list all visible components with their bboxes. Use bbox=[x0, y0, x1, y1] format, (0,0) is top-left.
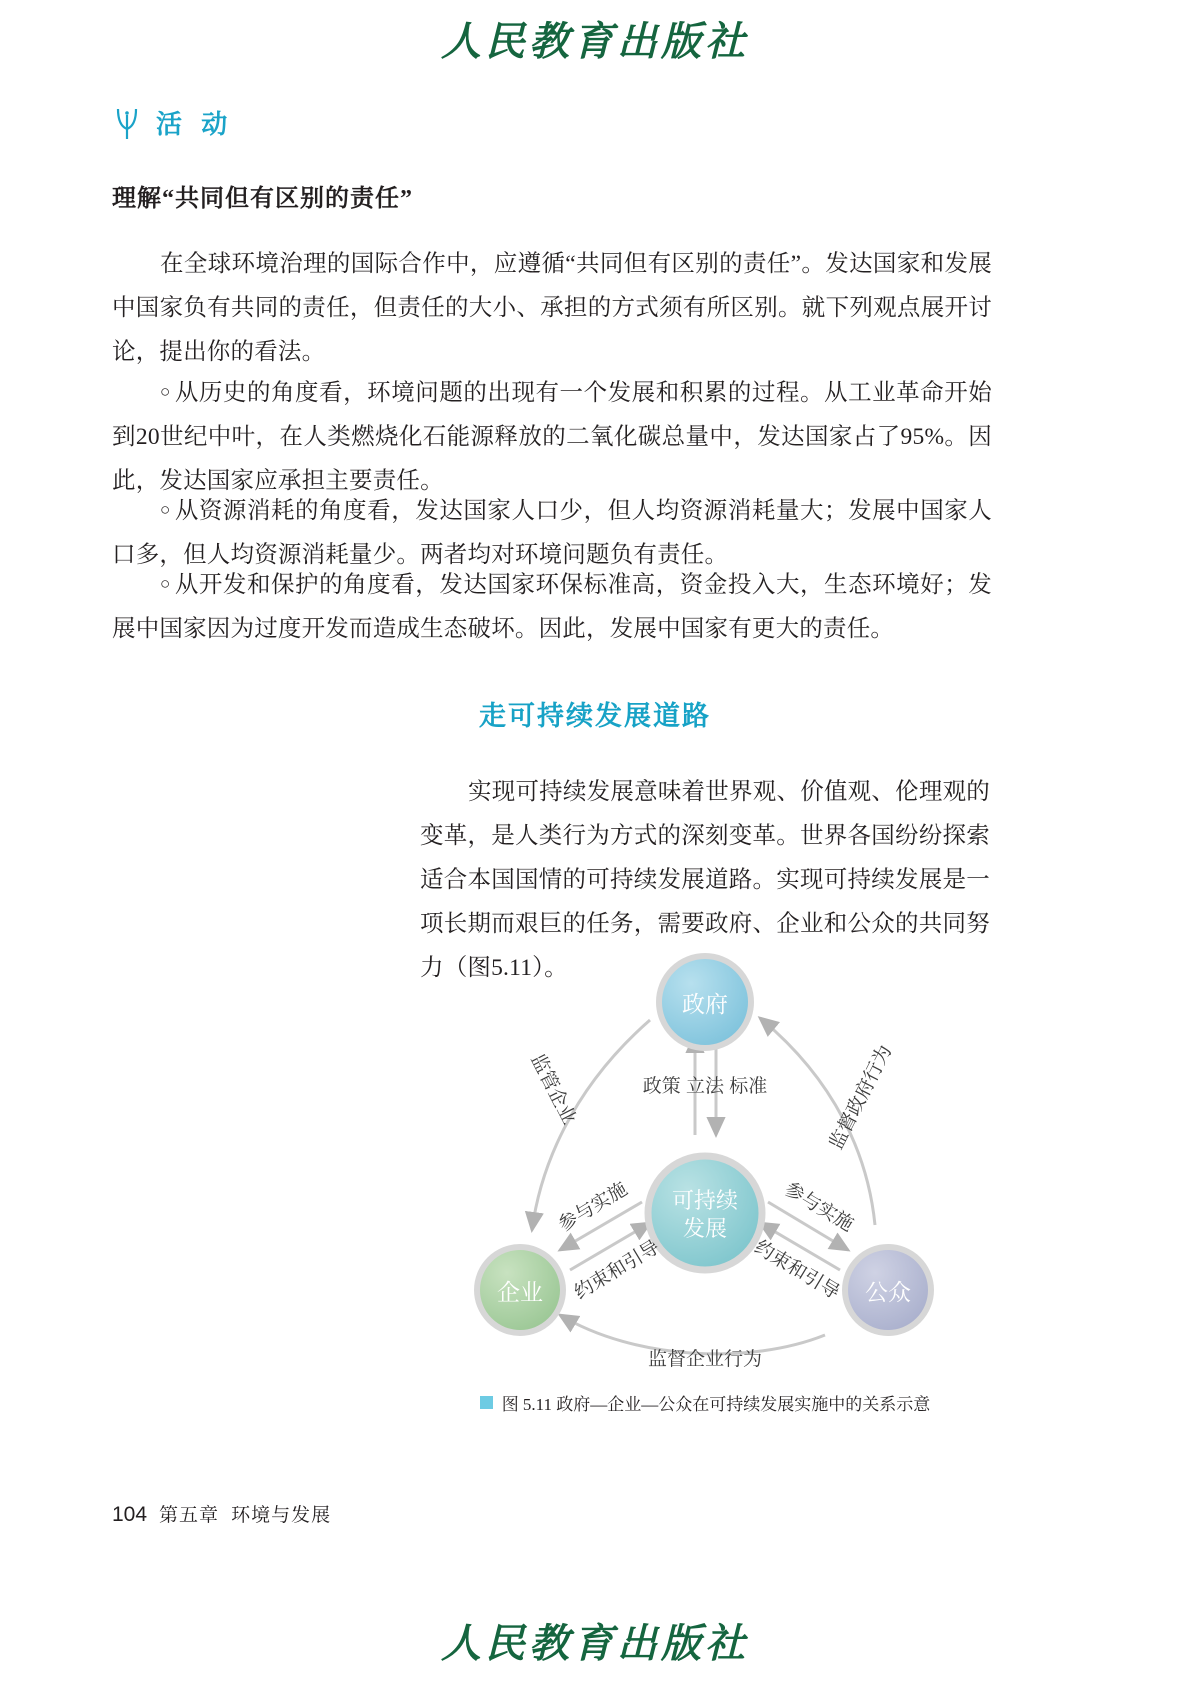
figure-node-center-line2: 发展 bbox=[682, 1216, 728, 1241]
figure-label-supervise-enterprise-behavior: 监督企业行为 bbox=[647, 1349, 763, 1370]
section-heading: 走可持续发展道路 bbox=[479, 701, 711, 731]
figure-node-center-line1: 可持续 bbox=[671, 1188, 739, 1213]
figure-label-supervise-enterprise: 监管企业 bbox=[526, 1050, 580, 1129]
bullet-text: 从开发和保护的角度看，发达国家环保标准高，资金投入大，生态环境好；发展中国家因为过度开发而造成生态破坏。因此，发展中国家有更大的责任。 bbox=[112, 572, 993, 642]
figure-5-11 bbox=[420, 940, 990, 1380]
figure-label-constrain-right: 约束和引导 bbox=[750, 1236, 843, 1304]
activity-subtitle: 理解“共同但有区别的责任” bbox=[112, 186, 413, 212]
chapter-title: 环境与发展 bbox=[231, 1505, 332, 1526]
figure-node-government: 政府 bbox=[682, 991, 728, 1017]
bullet-marker: ○ bbox=[160, 500, 171, 519]
figure-caption bbox=[420, 1390, 990, 1415]
figure-label-participate-right: 参与实施 bbox=[780, 1178, 857, 1236]
activity-bullet-1 bbox=[112, 370, 992, 503]
activity-label: 活 动 bbox=[156, 109, 234, 139]
activity-bullet-3 bbox=[112, 562, 992, 651]
publisher-logo-top: 人民教育出版社 bbox=[441, 19, 749, 64]
bullet-marker: ○ bbox=[160, 574, 171, 593]
bullet-text: 从资源消耗的角度看，发达国家人口少，但人均资源消耗量大；发展中国家人口多，但人均资源消耗量少。两者均对环境问题负有责任。 bbox=[112, 498, 993, 568]
activity-header bbox=[112, 104, 233, 141]
publisher-logo-bottom: 人民教育出版社 bbox=[441, 1621, 749, 1666]
page-footer bbox=[112, 1500, 331, 1527]
caption-square-icon bbox=[480, 1396, 493, 1409]
figure-label-participate-left: 参与实施 bbox=[555, 1178, 632, 1236]
page-number: 104 bbox=[112, 1503, 148, 1526]
section-body: 实现可持续发展意味着世界观、价值观、伦理观的变革，是人类行为方式的深刻变革。世界各国纷纷探索适合本国国情的可持续发展道路。实现可持续发展是一项长期而艰巨的任务，需要政府、企业和公众的共同努力（图5.11）。 bbox=[420, 779, 990, 981]
figure-node-enterprise: 企业 bbox=[497, 1279, 543, 1305]
figure-label-constrain-left: 约束和引导 bbox=[571, 1236, 664, 1304]
figure-label-policy: 政策 立法 标准 bbox=[642, 1076, 768, 1097]
figure-label-supervise-government: 监督政府行为 bbox=[825, 1041, 897, 1154]
chapter-number: 第五章 bbox=[159, 1505, 220, 1526]
activity-paragraph-1: 在全球环境治理的国际合作中，应遵循“共同但有区别的责任”。发达国家和发展中国家负有共同的责任，但责任的大小、承担的方式须有所区别。就下列观点展开讨论，提出你的看法。 bbox=[112, 251, 992, 365]
caption-text: 图 5.11 政府—企业—公众在可持续发展实施中的关系示意 bbox=[501, 1395, 931, 1414]
bullet-text: 从历史的角度看，环境问题的出现有一个发展和积累的过程。从工业革命开始到20世纪中叶，在人类燃烧化石能源释放的二氧化碳总量中，发达国家占了95%。因此，发达国家应承担主要责任。 bbox=[112, 380, 993, 494]
activity-quill-icon bbox=[112, 105, 142, 141]
bullet-marker: ○ bbox=[160, 382, 171, 401]
figure-node-public: 公众 bbox=[865, 1279, 911, 1305]
